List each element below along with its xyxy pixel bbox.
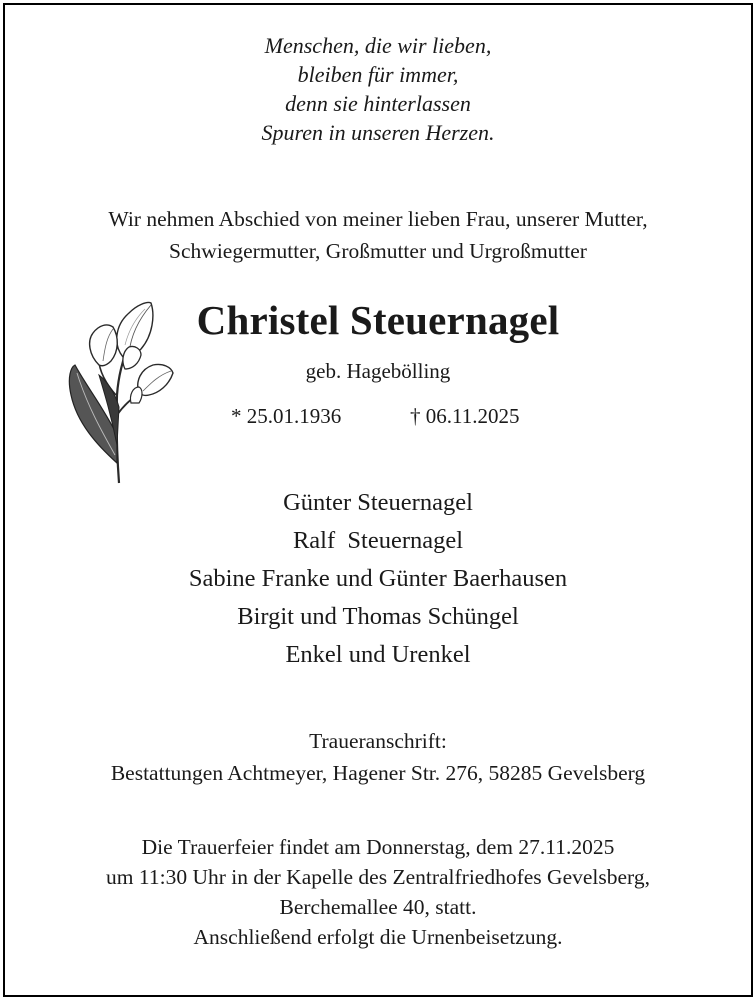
ceremony-line: Die Trauerfeier findet am Donnerstag, dem 27.11.2025 [141, 835, 615, 859]
farewell-intro [5, 203, 751, 267]
birth-name: geb. Hagebölling [305, 359, 451, 383]
mourner: Birgit und Thomas Schüngel [237, 603, 519, 630]
poem-line: Menschen, die wir lieben, [264, 33, 492, 58]
mourner: Sabine Franke und Günter Baerhausen [188, 565, 568, 592]
mourner: Ralf Steuernagel [292, 527, 464, 554]
poem-line: denn sie hinterlassen [285, 91, 471, 116]
obituary-notice [3, 3, 753, 997]
funeral-details [5, 832, 751, 952]
ceremony-line: Berchemallee 40, statt. [279, 895, 477, 919]
mourner: Enkel und Urenkel [285, 641, 471, 668]
intro-line: Wir nehmen Abschied von meiner lieben Frau, unserer Mutter, [108, 207, 648, 231]
address-text: Bestattungen Achtmeyer, Hagener Str. 276, 58285 Gevelsberg [110, 761, 646, 785]
birth-date: * 25.01.1936 [231, 404, 342, 428]
memorial-poem [5, 31, 751, 147]
death-date: † 06.11.2025 [410, 404, 520, 428]
deceased-name: Christel Steuernagel [196, 297, 560, 343]
ceremony-line: Anschließend erfolgt die Urnenbeisetzung. [193, 925, 563, 949]
poem-line: Spuren in unseren Herzen. [261, 120, 495, 145]
ceremony-line: um 11:30 Uhr in der Kapelle des Zentralfriedhofes Gevelsberg, [106, 865, 650, 889]
intro-line: Schwiegermutter, Großmutter und Urgroßmutter [169, 239, 587, 263]
mourning-address [5, 725, 751, 789]
mourners-list [5, 484, 751, 674]
address-label: Traueranschrift: [309, 729, 447, 753]
mourner: Günter Steuernagel [283, 489, 473, 516]
poem-line: bleiben für immer, [297, 62, 459, 87]
